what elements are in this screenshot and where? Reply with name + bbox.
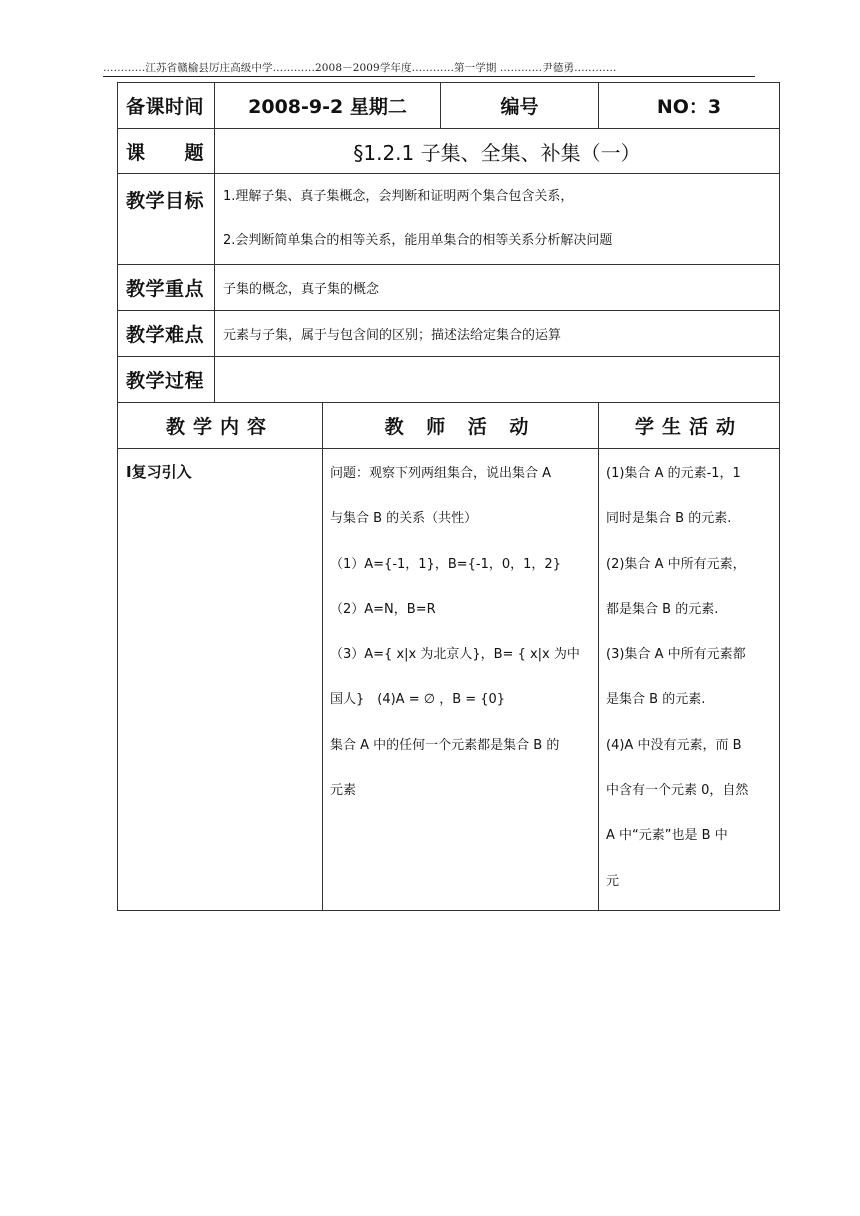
running-header: …………江苏省赣榆县厉庄高级中学…………2008－2009学年度…………第一学期 …………尹德勇………… <box>103 62 617 74</box>
teacher-activity-text <box>323 449 598 819</box>
student-activity-line: 元 <box>606 873 620 889</box>
column-content-header: 教学内容 <box>118 403 323 449</box>
teacher-activity-line: （3）A={ x|x 为北京人}，B= { x|x 为中 <box>330 647 580 663</box>
student-activity-line: 都是集合 B 的元素. <box>606 601 719 617</box>
teacher-activity-line: 集合 A 中的任何一个元素都是集合 B 的 <box>330 737 560 753</box>
student-activity-cell <box>599 449 780 911</box>
section-title: Ⅰ复习引入 <box>126 463 192 481</box>
process-value <box>215 357 780 403</box>
student-activity-line: (4)A 中没有元素，而 B <box>606 737 742 753</box>
content-cell <box>118 449 323 911</box>
code-label: 编号 <box>441 83 599 129</box>
topic-label: 课 题 <box>118 129 215 174</box>
student-activity-line: 中含有一个元素 0，自然 <box>606 783 749 799</box>
teacher-activity-line: （1）A={-1，1}，B={-1，0，1，2} <box>330 556 561 572</box>
goal-label: 教学目标 <box>118 174 215 265</box>
difficulty-value: 元素与子集，属于与包含间的区别；描述法给定集合的运算 <box>215 311 780 357</box>
time-label: 备课时间 <box>118 83 215 129</box>
column-teacher-header: 教 师 活 动 <box>323 403 599 449</box>
student-activity-line: 同时是集合 B 的元素. <box>606 511 732 527</box>
difficulty-label: 教学难点 <box>118 311 215 357</box>
teacher-activity-line: 问题：观察下列两组集合，说出集合 A <box>330 466 552 481</box>
column-student-header: 学生活动 <box>599 403 780 449</box>
time-value: 2008-9-2 星期二 <box>215 83 441 129</box>
teacher-activity-line: （2）A=N，B=R <box>330 601 436 617</box>
lesson-plan-table <box>117 82 780 911</box>
goal-item-2: 2.会判断简单集合的相等关系，能用单集合的相等关系分析解决问题 <box>223 233 613 248</box>
student-activity-text <box>599 449 779 910</box>
topic-value: §1.2.1 子集、全集、补集（一） <box>215 129 780 174</box>
key-value: 子集的概念，真子集的概念 <box>215 265 780 311</box>
student-activity-line: 是集合 B 的元素. <box>606 692 706 708</box>
teacher-activity-line: 国人} (4)A = ∅ ，B = {0} <box>330 692 506 708</box>
teacher-activity-cell <box>323 449 599 911</box>
goal-value <box>215 174 780 265</box>
goal-item-1: 1.理解子集、真子集概念，会判断和证明两个集合包含关系， <box>223 189 574 204</box>
key-label: 教学重点 <box>118 265 215 311</box>
process-label: 教学过程 <box>118 357 215 403</box>
student-activity-line: (1)集合 A 的元素-1，1 <box>606 466 741 481</box>
student-activity-line: (2)集合 A 中所有元素， <box>606 556 746 572</box>
code-value: NO：3 <box>599 83 780 129</box>
student-activity-line: A 中“元素”也是 B 中 <box>606 828 728 844</box>
header-rule <box>103 76 755 77</box>
student-activity-line: (3)集合 A 中所有元素都 <box>606 647 746 663</box>
teacher-activity-line: 元素 <box>330 783 357 799</box>
teacher-activity-line: 与集合 B 的关系（共性） <box>330 511 478 527</box>
